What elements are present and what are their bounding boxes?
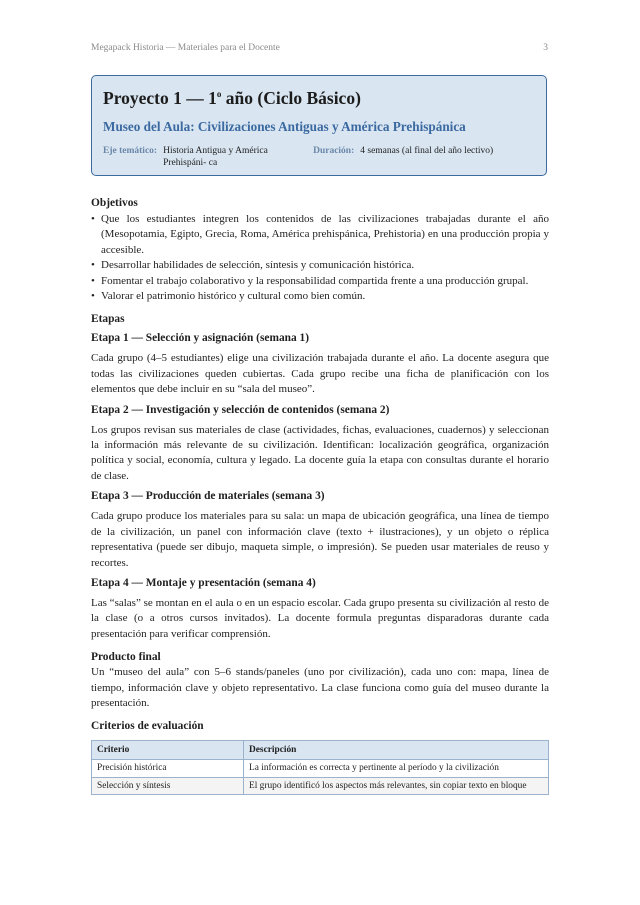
stages-heading: Etapas — [91, 313, 125, 326]
table-cell: El grupo identificó los aspectos más relevantes, sin copiar texto en bloque — [244, 777, 549, 795]
stage-title: Etapa 3 — Producción de materiales (semana 3) — [91, 490, 325, 503]
stage-1 — [91, 331, 549, 397]
stage-title: Etapa 2 — Investigación y selección de contenidos (semana 2) — [91, 403, 390, 416]
stage-4 — [91, 576, 549, 642]
stage-text: Cada grupo produce los materiales para su sala: un mapa de ubicación geográfica, una línea de tiempo de la civilización, un panel con información clave (texto + ilustraciones), y un objeto o réplica representativa (puede ser dibujo, maqueta simple, o impresión). Se pueden usar materiales de reuso y recortes. — [91, 510, 549, 569]
project-subtitle: Museo del Aula: Civilizaciones Antiguas y América Prehispánica — [103, 118, 466, 134]
duration-value: 4 semanas (al final del año lectivo) — [360, 145, 494, 156]
theme-label: Eje temático: — [103, 145, 158, 156]
stage-2 — [91, 403, 549, 485]
document-body — [91, 196, 549, 795]
table-header-row — [92, 741, 549, 760]
table-row — [92, 760, 549, 778]
table-cell: La información es correcta y pertinente al período y la civilización — [244, 760, 549, 778]
project-title — [103, 83, 535, 109]
criteria-table — [91, 740, 549, 795]
stage-text: Las “salas” se montan en el aula o en un espacio escolar. Cada grupo presenta su civilización al resto de la clase (o a otros cursos invitados). La docente formula preguntas disparadoras durante cada presentación para verificar comprensión. — [91, 596, 549, 640]
duration-label: Duración: — [313, 145, 355, 156]
project-meta — [103, 145, 535, 170]
stage-title: Etapa 4 — Montaje y presentación (semana 4) — [91, 576, 316, 589]
page-number: 3 — [543, 43, 548, 53]
stage-3 — [91, 489, 549, 571]
objective-item: • Que los estudiantes integren los contenidos de las civilizaciones trabajadas durante el año (Mesopotamia, Egipto, Grecia, Roma, América prehispánica, Prehistoria) en una producción propia y accesible. — [91, 212, 549, 258]
final-product-text: Un “museo del aula” con 5–6 stands/paneles (uno por civilización), cada uno con: mapa, línea de tiempo, información clave y objeto representativo. La clase funciona como guía del museo durante la presentación. — [91, 666, 549, 709]
table-row — [92, 777, 549, 795]
criteria-heading: Criterios de evaluación — [91, 720, 204, 733]
objective-item: • Valorar el patrimonio histórico y cultural como bien común. — [91, 289, 549, 304]
project-title-ordinal: o — [216, 89, 222, 99]
running-header — [91, 43, 548, 53]
column-header: Descripción — [244, 741, 549, 760]
stage-text: Los grupos revisan sus materiales de clase (actividades, fichas, evaluaciones, cuadernos) y seleccionan la información más relevante de su civilización. Identifican: localización geográfica, organización política y social, economía, cultura y legado. La docente guía la etapa con consultas durante el horario de clase. — [91, 423, 549, 482]
table-cell: Precisión histórica — [92, 760, 244, 778]
theme-value: Historia Antigua y América Prehispáni- ca — [163, 145, 268, 169]
column-header: Criterio — [92, 741, 244, 760]
table-cell: Selección y síntesis — [92, 777, 244, 795]
stage-text: Cada grupo (4–5 estudiantes) elige una civilización trabajada durante el año. La docente asegura que todas las civilizaciones queden cubiertas. Cada grupo recibe una ficha de planificación con los elementos que debe incluir en su “sala del museo”. — [91, 352, 549, 396]
running-title: Megapack Historia — Materiales para el Docente — [91, 43, 280, 53]
objective-item: • Fomentar el trabajo colaborativo y la responsabilidad compartida frente a una producción grupal. — [91, 274, 549, 289]
project-title-prefix: Proyecto 1 — 1 — [103, 87, 217, 108]
stage-title: Etapa 1 — Selección y asignación (semana 1) — [91, 332, 310, 345]
project-title-suffix: año (Ciclo Básico) — [221, 87, 361, 108]
objectives-list — [91, 212, 549, 304]
objectives-heading: Objetivos — [91, 197, 138, 209]
objective-item: • Desarrollar habilidades de selección, síntesis y comunicación histórica. — [91, 258, 549, 273]
project-info-box — [91, 75, 547, 176]
final-product-heading: Producto final — [91, 651, 161, 664]
